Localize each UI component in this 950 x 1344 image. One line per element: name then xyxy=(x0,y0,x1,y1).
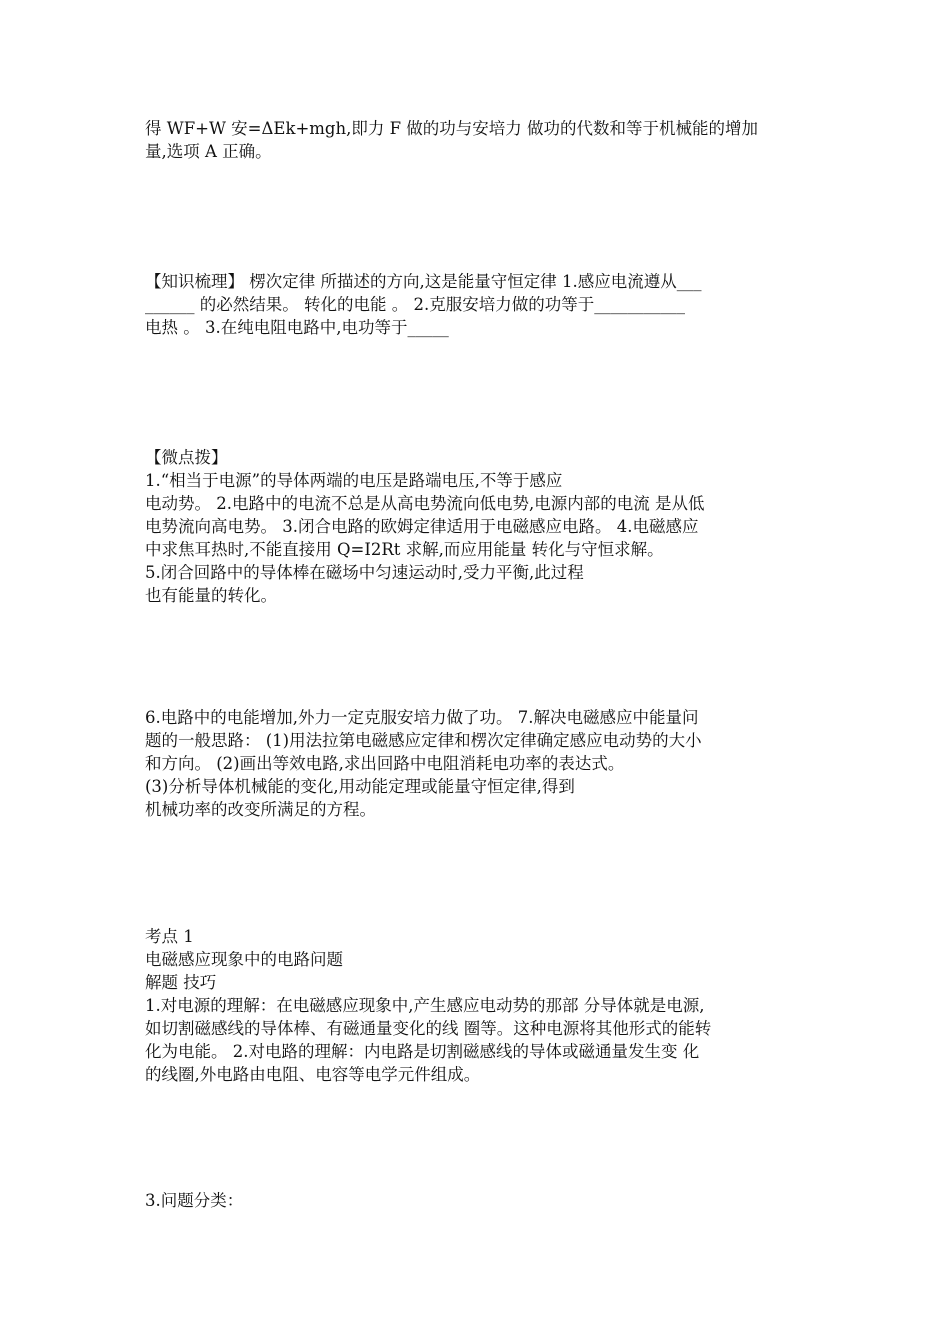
text-line: 量,选项 A 正确。 xyxy=(145,142,272,161)
text-line: 机械功率的改变所满足的方程。 xyxy=(145,800,376,819)
exam-point-label: 考点 1 xyxy=(145,927,194,946)
text-line: 得 WF+W 安=ΔEk+mgh,即力 F 做的功与安培力 做功的代数和等于机械能的增加 xyxy=(145,119,759,138)
text-line: 中求焦耳热时,不能直接用 Q=I2Rt 求解,而应用能量 转化与守恒求解。 xyxy=(145,540,664,559)
text-line: 也有能量的转化。 xyxy=(145,586,277,605)
text-line: 电势流向高电势。 3.闭合电路的欧姆定律适用于电磁感应电路。 4.电磁感应 xyxy=(145,517,699,536)
paragraph-key-points xyxy=(145,446,815,607)
text-line: 电动势。 2.电路中的电流不总是从高电势流向低电势,电源内部的电流 是从低 xyxy=(145,494,705,513)
text-line: 6.电路中的电能增加,外力一定克服安培力做了功。 7.解决电磁感应中能量问 xyxy=(145,708,699,727)
paragraph-solution-end xyxy=(145,117,815,163)
paragraph-key-points-continued xyxy=(145,706,815,821)
text-line: 1.对电源的理解：在电磁感应现象中,产生感应电动势的那部 分导体就是电源, xyxy=(145,996,705,1015)
exam-point-title: 电磁感应现象中的电路问题 xyxy=(145,950,343,969)
section-heading: 【微点拨】 xyxy=(145,448,228,467)
text-line: 【知识梳理】 楞次定律 所描述的方向,这是能量守恒定律 1.感应电流遵从___ xyxy=(145,272,702,291)
paragraph-exam-point-1 xyxy=(145,925,815,1086)
paragraph-knowledge-review xyxy=(145,270,815,339)
text-line: ______ 的必然结果。 转化的电能 。 2.克服安培力做的功等于___________ xyxy=(145,295,685,314)
technique-heading: 解题 技巧 xyxy=(145,973,217,992)
text-line: 化为电能。 2.对电路的理解：内电路是切割磁感线的导体或磁通量发生变 化 xyxy=(145,1042,700,1061)
text-line: 如切割磁感线的导体棒、有磁通量变化的线 圈等。这种电源将其他形式的能转 xyxy=(145,1019,712,1038)
text-line: 5.闭合回路中的导体棒在磁场中匀速运动时,受力平衡,此过程 xyxy=(145,563,584,582)
text-line: 电热 。 3.在纯电阻电路中,电功等于_____ xyxy=(145,318,449,337)
text-line: (3)分析导体机械能的变化,用动能定理或能量守恒定律,得到 xyxy=(145,777,575,796)
text-line: 1.“相当于电源”的导体两端的电压是路端电压,不等于感应 xyxy=(145,471,563,490)
text-line: 的线圈,外电路由电阻、电容等电学元件组成。 xyxy=(145,1065,481,1084)
text-line: 和方向。 (2)画出等效电路,求出回路中电阻消耗电功率的表达式。 xyxy=(145,754,625,773)
text-line: 3.问题分类： xyxy=(145,1191,244,1210)
paragraph-problem-classification xyxy=(145,1189,815,1212)
text-line: 题的一般思路： (1)用法拉第电磁感应定律和楞次定律确定感应电动势的大小 xyxy=(145,731,702,750)
